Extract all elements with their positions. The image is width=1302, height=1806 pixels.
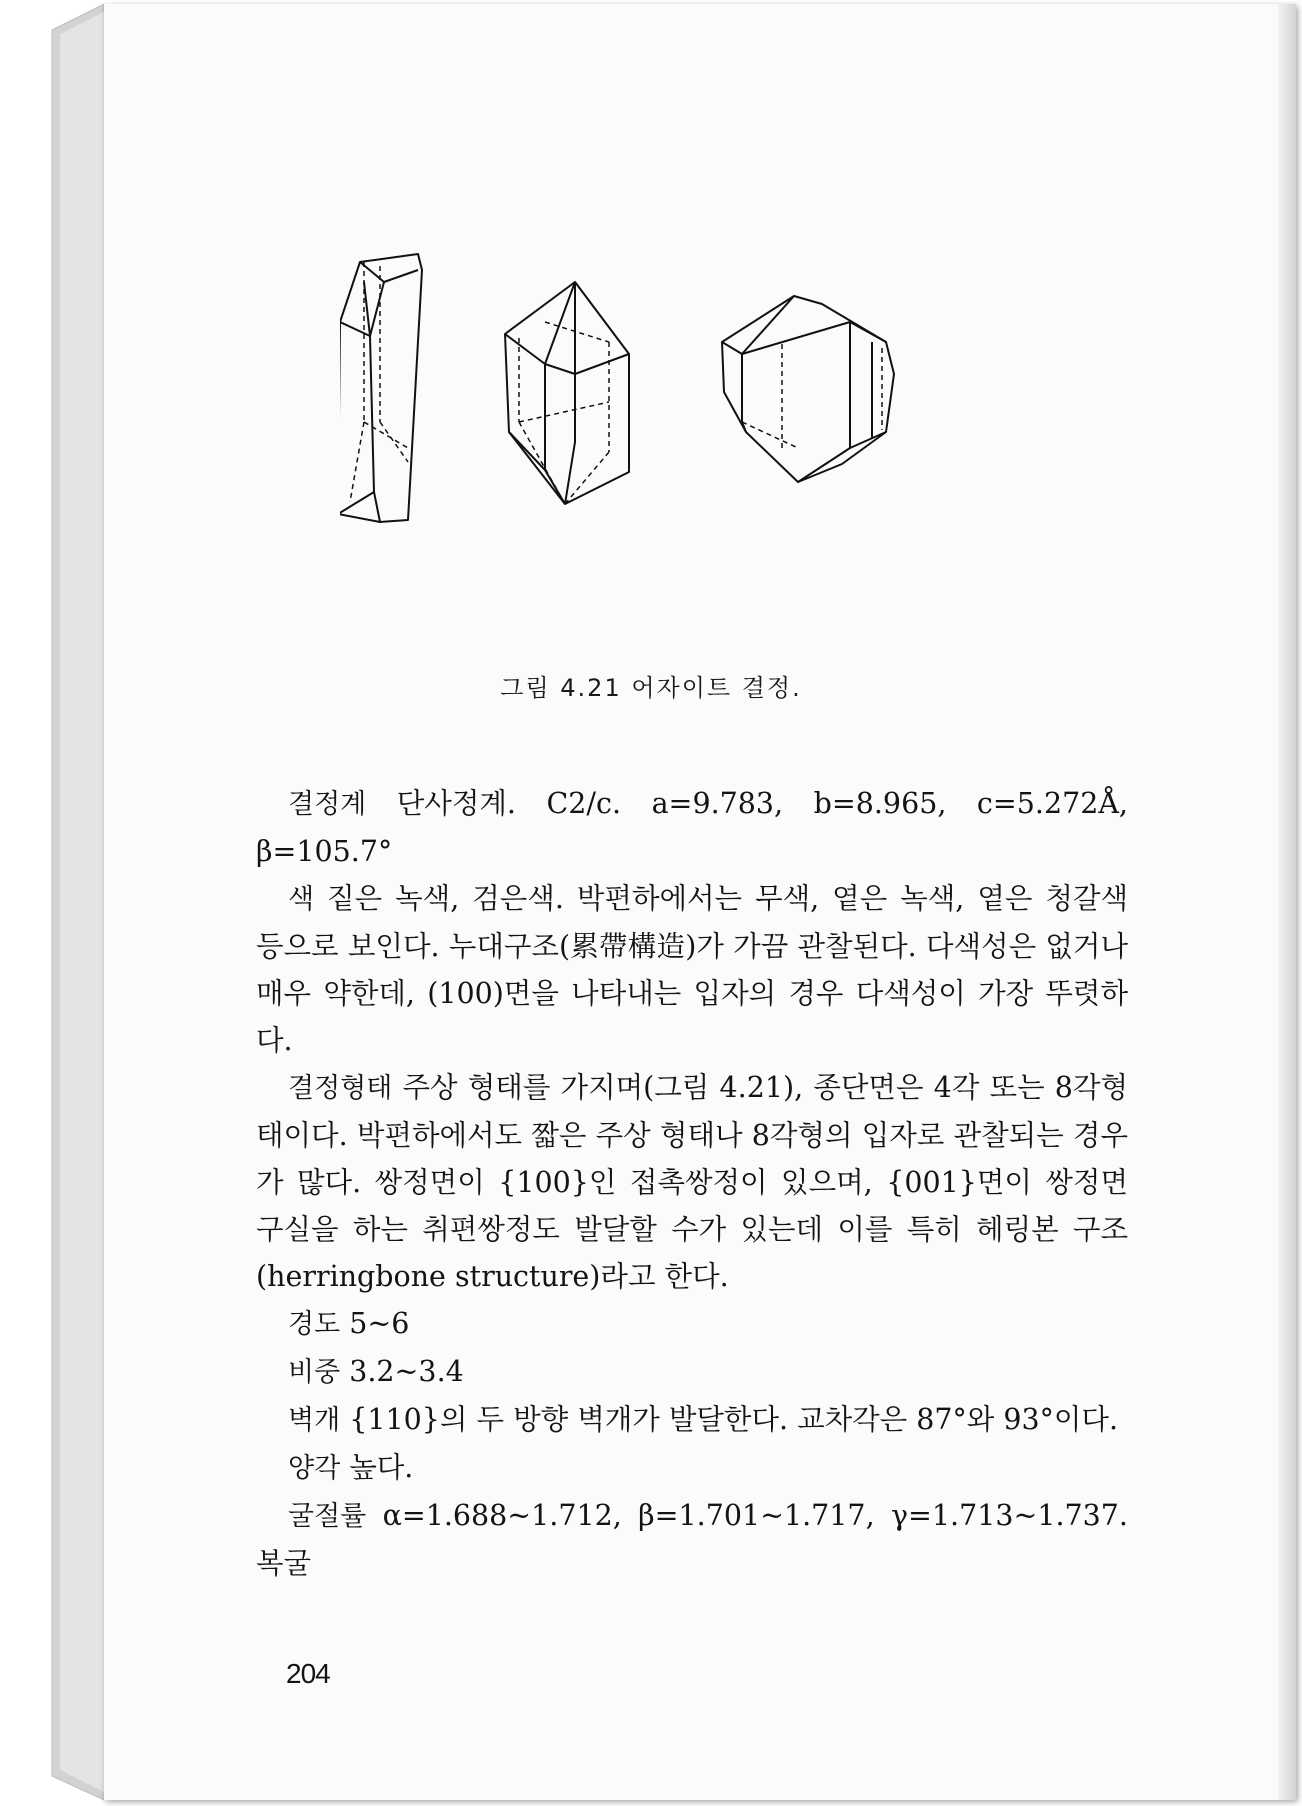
figure-caption: 그림 4.21 어자이트 결정. xyxy=(500,674,802,702)
augite-crystal-figures xyxy=(340,252,1040,632)
paragraph-color xyxy=(256,875,1128,1064)
paragraph-lead: 색 xyxy=(288,884,315,915)
paragraph-hardness xyxy=(256,1300,1128,1348)
paragraph-text: 짙은 녹색, 검은색. 박편하에서는 무색, 옅은 녹색, 옅은 청갈색 등으로 보인다. 누대구조(累帶構造)가 가끔 관찰된다. 다색성은 없거나 매우 약한데, (100)면을 나타내는 입자의 경우 다색성이 가장 뚜렷하다. xyxy=(256,882,1128,1057)
paragraph-relief xyxy=(256,1444,1128,1492)
paragraph-text: 높다. xyxy=(340,1451,414,1484)
page-number: 204 xyxy=(286,1658,330,1689)
paragraph-text: 주상 형태를 가지며(그림 4.21), 종단면은 4각 또는 8각형태이다. 박편하에서도 짧은 주상 형태나 8각형의 입자로 관찰되는 경우가 많다. 쌍정면이 {100}인 접촉쌍정이 있으며, {001}면이 쌍정면 구실을 하는 취편쌍정도 발달할 수가 있는데 이를 특히 헤링본 구조(herringbone structure)라고 한다. xyxy=(256,1071,1128,1293)
paragraph-lead: 양각 xyxy=(288,1453,341,1484)
body-text xyxy=(256,780,1128,1587)
paragraph-lead: 결정형태 xyxy=(288,1073,393,1104)
paragraph-specific-gravity xyxy=(256,1348,1128,1396)
paragraph-text: 단사정계. C2/c. a=9.783, b=8.965, c=5.272Å, β=105.7° xyxy=(256,787,1128,868)
paragraph-lead: 굴절률 xyxy=(288,1501,367,1532)
paragraph-text: 5~6 xyxy=(340,1307,410,1340)
paragraph-lead: 결정계 xyxy=(288,789,367,820)
paragraph-lead: 경도 xyxy=(288,1309,341,1340)
crystal-drawing-elongated xyxy=(340,254,422,522)
paragraph-habit xyxy=(256,1064,1128,1300)
paragraph-text: 3.2~3.4 xyxy=(340,1355,464,1388)
paragraph-lead: 비중 xyxy=(288,1357,341,1388)
paragraph-text: α=1.688~1.712, β=1.701~1.717, γ=1.713~1.737. 복굴 xyxy=(256,1499,1128,1580)
paragraph-refractive-index xyxy=(256,1492,1128,1587)
crystal-drawing-equant xyxy=(722,296,894,482)
paragraph-cleavage xyxy=(256,1396,1128,1444)
paragraph-lead: 벽개 xyxy=(288,1405,341,1436)
crystal-drawing-prism xyxy=(505,282,629,504)
page-edge xyxy=(1278,4,1296,1800)
paragraph-text: {110}의 두 방향 벽개가 발달한다. 교차각은 87°와 93°이다. xyxy=(340,1403,1119,1436)
paragraph-crystal-system xyxy=(256,780,1128,875)
